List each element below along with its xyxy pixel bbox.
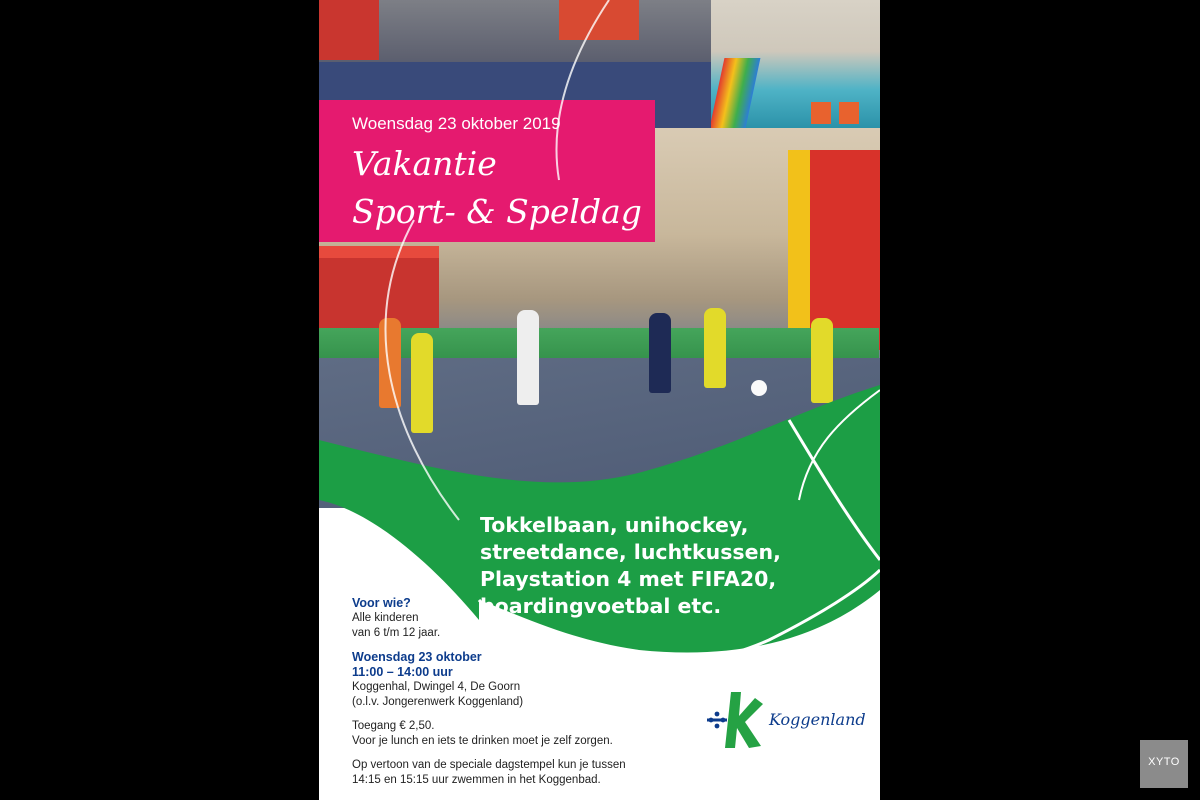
watermark-text: XYTO bbox=[1148, 756, 1180, 768]
audience-heading: Voor wie? bbox=[352, 596, 411, 610]
activity-line: boardingvoetbal etc. bbox=[480, 594, 722, 618]
activity-line: Playstation 4 met FIFA20, bbox=[480, 567, 777, 591]
entry-fee: Toegang € 2,50. bbox=[352, 720, 435, 732]
logo-text: Koggenland bbox=[769, 710, 866, 729]
poster bbox=[319, 0, 880, 800]
audience-line: van 6 t/m 12 jaar. bbox=[352, 627, 441, 639]
event-date: Woensdag 23 oktober 2019 bbox=[352, 114, 561, 133]
location-line: Koggenhal, Dwingel 4, De Goorn bbox=[352, 681, 521, 693]
time-heading: 11:00 – 14:00 uur bbox=[352, 665, 453, 679]
swim-note: Op vertoon van de speciale dagstempel kun je tussen bbox=[352, 759, 626, 771]
event-title-line-1: Vakantie bbox=[352, 144, 497, 183]
activity-line: Tokkelbaan, unihockey, bbox=[480, 513, 749, 537]
date-heading: Woensdag 23 oktober bbox=[352, 650, 482, 664]
event-info bbox=[352, 596, 652, 788]
audience-line: Alle kinderen bbox=[352, 612, 419, 624]
swim-note: 14:15 en 15:15 uur zwemmen in het Koggenbad. bbox=[352, 774, 601, 786]
event-title-line-2: Sport- & Speldag bbox=[352, 192, 642, 231]
watermark-badge bbox=[1140, 740, 1188, 788]
lunch-note: Voor je lunch en iets te drinken moet je zelf zorgen. bbox=[352, 735, 613, 747]
activity-line: streetdance, luchtkussen, bbox=[480, 540, 781, 564]
organizer-line: (o.l.v. Jongerenwerk Koggenland) bbox=[352, 696, 524, 708]
koggenland-logo-icon bbox=[703, 690, 767, 750]
koggenland-logo bbox=[703, 690, 873, 750]
